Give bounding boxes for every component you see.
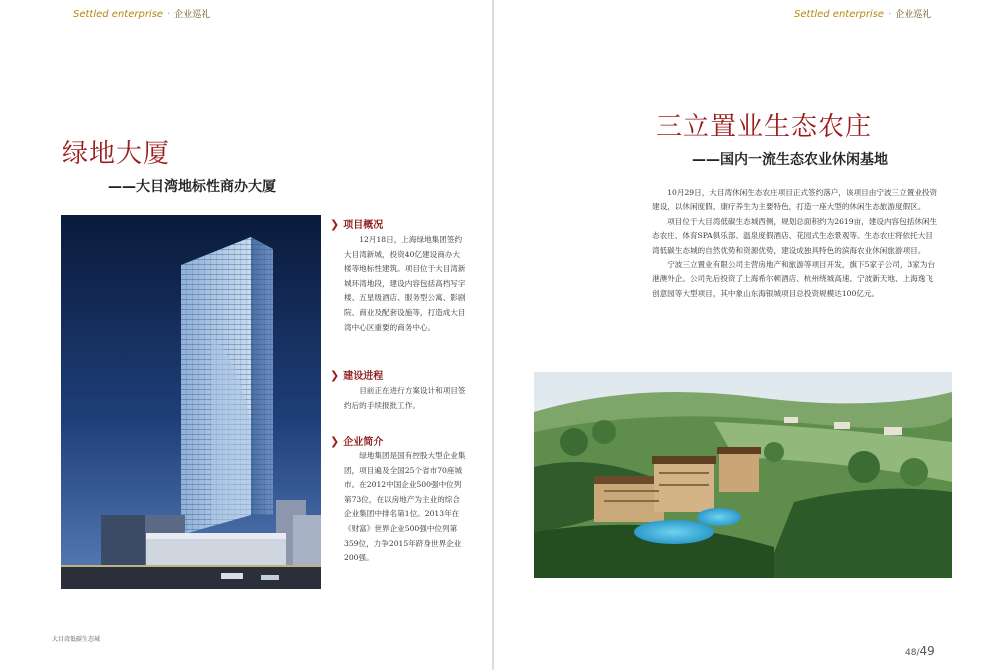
paragraph: 12月18日，上海绿地集团签约大目湾新城，投资40亿建设商办大楼等地标性建筑。项目位于大目湾新城环湾地段，建设内容包括高档写字楼、五星级酒店、服务型公寓、影剧院、商业及配套设施等，打造成大目湾中心区重要的商务中心。 <box>344 235 466 332</box>
page-number-right: 49 <box>919 644 935 658</box>
right-body <box>652 186 939 301</box>
chevron-right-icon: ❯ <box>330 218 340 231</box>
header-sep: · <box>167 9 171 20</box>
header-en: Settled enterprise <box>73 9 164 20</box>
left-subtitle: ——大目湾地标性商办大厦 <box>108 179 276 195</box>
header-cn: 企业巡礼 <box>895 10 932 20</box>
section-heading-company <box>330 433 383 448</box>
running-header-left <box>73 7 210 20</box>
left-title: 绿地大厦 <box>62 139 171 169</box>
right-subtitle: ——国内一流生态农业休闲基地 <box>692 152 888 168</box>
header-en: Settled enterprise <box>794 9 885 20</box>
resort-photo <box>534 372 952 578</box>
paragraph: 绿地集团是国有控股大型企业集团，项目遍及全国25个省市70座城市。在2012中国企业500强中位列第73位，在以房地产为主业的综合企业集团中排名第1位。2013年在《财富》世界企业500强中位列第359位，力争2015年跻身世界企业200强。 <box>344 451 466 563</box>
section-heading-text: 建设进程 <box>343 371 384 382</box>
paragraph: 目前正在进行方案设计和项目签约后的手续报批工作。 <box>344 386 466 410</box>
page-number-left: 48/ <box>905 648 920 658</box>
section-heading-progress <box>330 367 383 382</box>
chevron-right-icon: ❯ <box>330 369 340 382</box>
section-heading-text: 企业简介 <box>343 437 384 448</box>
page-number <box>905 640 935 659</box>
resort-illustration <box>534 372 952 578</box>
header-cn: 企业巡礼 <box>174 10 211 20</box>
header-sep: · <box>888 9 892 20</box>
tower-photo <box>61 215 321 589</box>
section-body-company <box>344 449 466 566</box>
section-heading-text: 项目概况 <box>343 220 384 231</box>
section-heading-overview <box>330 216 383 231</box>
running-header-right <box>794 7 931 20</box>
paragraph: 10月29日，大目湾休闲生态农庄项目正式签约落户，该项目由宁波三立置业投资建设，以休闲度假、康疗养生为主要特色，打造一座大型的休闲生态旅游度假区。 <box>652 188 938 212</box>
paragraph: 宁波三立置业有限公司主营房地产和旅游等项目开发，旗下5家子公司，3家为台港澳外企。公司先后投资了上海希尔顿酒店、杭州绕城高速、宁波新天地、上海逸飞创意园等大型项目，其中象山东海银城项目总投资规模达100亿元。 <box>652 260 936 298</box>
paragraph: 项目位于大目湾低碳生态城西侧，规划总面积约为2619亩，建设内容包括休闲生态农庄、体育SPA俱乐部、温泉度假酒店、花园式生态景观等。生态农庄将依托大目湾低碳生态城的自然优势和资源优势，建设成独具特色的滨海农业休闲旅游项目。 <box>652 216 938 255</box>
right-title: 三立置业生态农庄 <box>656 112 873 142</box>
left-page <box>0 0 493 670</box>
footer-text: 大目湾低碳生态城 <box>52 636 101 643</box>
tower-illustration <box>61 215 321 589</box>
section-body-overview <box>344 233 466 335</box>
chevron-right-icon: ❯ <box>330 435 340 448</box>
section-body-progress <box>344 384 466 413</box>
